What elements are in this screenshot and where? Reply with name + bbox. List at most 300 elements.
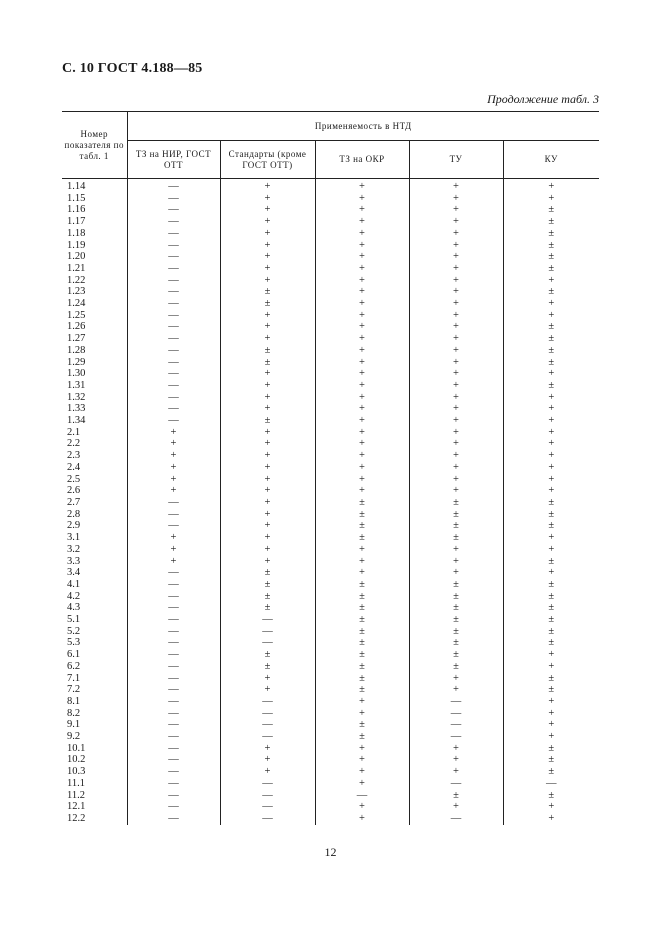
applicability-cell: —: [127, 719, 220, 731]
table-row: [62, 345, 599, 357]
applicability-cell: +: [220, 474, 315, 486]
applicability-cell: ±: [220, 345, 315, 357]
applicability-cell: —: [127, 509, 220, 521]
table-row: [62, 380, 599, 392]
applicability-cell: +: [315, 251, 409, 263]
applicability-cell: +: [503, 485, 599, 497]
applicability-cell: +: [220, 193, 315, 205]
applicability-cell: +: [220, 228, 315, 240]
applicability-cell: +: [409, 403, 503, 415]
table-row: [62, 696, 599, 708]
row-number-cell: 1.22: [62, 275, 127, 287]
applicability-cell: —: [127, 403, 220, 415]
row-number-cell: 9.1: [62, 719, 127, 731]
applicability-cell: —: [127, 591, 220, 603]
table-row: [62, 520, 599, 532]
applicability-cell: —: [127, 637, 220, 649]
applicability-cell: +: [315, 204, 409, 216]
applicability-cell: +: [503, 310, 599, 322]
applicability-cell: ±: [503, 263, 599, 275]
applicability-cell: —: [127, 193, 220, 205]
applicability-cell: ±: [220, 298, 315, 310]
row-number-cell: 1.33: [62, 403, 127, 415]
applicability-cell: ±: [409, 602, 503, 614]
table-header: [62, 112, 599, 179]
applicability-table: [62, 111, 599, 825]
row-number-cell: 5.1: [62, 614, 127, 626]
applicability-cell: +: [315, 179, 409, 193]
applicability-cell: +: [409, 415, 503, 427]
applicability-cell: ±: [503, 673, 599, 685]
applicability-cell: +: [220, 333, 315, 345]
applicability-cell: —: [220, 626, 315, 638]
row-number-cell: 10.1: [62, 743, 127, 755]
applicability-cell: ±: [315, 614, 409, 626]
row-number-cell: 2.4: [62, 462, 127, 474]
row-number-cell: 7.1: [62, 673, 127, 685]
applicability-cell: +: [409, 310, 503, 322]
row-number-cell: 2.8: [62, 509, 127, 521]
applicability-cell: —: [127, 661, 220, 673]
applicability-cell: +: [409, 321, 503, 333]
applicability-cell: +: [220, 310, 315, 322]
table-row: [62, 509, 599, 521]
row-number-cell: 4.1: [62, 579, 127, 591]
column-header-ku: КУ: [503, 141, 599, 179]
applicability-cell: ±: [220, 579, 315, 591]
applicability-cell: +: [315, 813, 409, 825]
applicability-cell: +: [409, 392, 503, 404]
applicability-cell: ±: [409, 497, 503, 509]
table-row: [62, 216, 599, 228]
applicability-cell: ±: [409, 626, 503, 638]
applicability-cell: +: [503, 298, 599, 310]
applicability-cell: —: [127, 333, 220, 345]
applicability-cell: —: [127, 614, 220, 626]
applicability-cell: ±: [503, 754, 599, 766]
row-number-cell: 2.7: [62, 497, 127, 509]
applicability-cell: —: [220, 708, 315, 720]
table-row: [62, 790, 599, 802]
applicability-cell: ±: [315, 591, 409, 603]
applicability-cell: —: [127, 392, 220, 404]
applicability-cell: +: [315, 743, 409, 755]
applicability-cell: ±: [409, 790, 503, 802]
applicability-cell: +: [409, 743, 503, 755]
applicability-cell: ±: [315, 626, 409, 638]
applicability-cell: +: [127, 556, 220, 568]
applicability-cell: ±: [503, 228, 599, 240]
row-number-cell: 11.1: [62, 778, 127, 790]
table-row: [62, 778, 599, 790]
applicability-cell: ±: [503, 204, 599, 216]
page-header-title: С. 10 ГОСТ 4.188—85: [62, 61, 203, 76]
applicability-cell: +: [409, 544, 503, 556]
column-header-tu: ТУ: [409, 141, 503, 179]
applicability-cell: —: [127, 602, 220, 614]
table-row: [62, 708, 599, 720]
applicability-cell: +: [220, 532, 315, 544]
applicability-cell: +: [127, 438, 220, 450]
row-number-cell: 5.2: [62, 626, 127, 638]
applicability-cell: ±: [315, 579, 409, 591]
applicability-cell: ±: [315, 520, 409, 532]
applicability-cell: —: [127, 179, 220, 193]
table-row: [62, 286, 599, 298]
applicability-cell: +: [315, 357, 409, 369]
applicability-cell: +: [503, 275, 599, 287]
applicability-cell: —: [127, 204, 220, 216]
applicability-cell: +: [503, 567, 599, 579]
applicability-cell: +: [127, 450, 220, 462]
table-row: [62, 567, 599, 579]
applicability-cell: —: [127, 684, 220, 696]
applicability-cell: +: [315, 567, 409, 579]
applicability-cell: +: [220, 392, 315, 404]
applicability-cell: +: [220, 380, 315, 392]
applicability-cell: +: [315, 708, 409, 720]
applicability-cell: ±: [409, 579, 503, 591]
row-number-cell: 7.2: [62, 684, 127, 696]
applicability-cell: +: [315, 450, 409, 462]
applicability-cell: +: [409, 450, 503, 462]
applicability-cell: —: [127, 579, 220, 591]
table-row: [62, 392, 599, 404]
applicability-cell: —: [127, 216, 220, 228]
applicability-cell: —: [127, 310, 220, 322]
applicability-cell: +: [409, 684, 503, 696]
row-number-cell: 1.18: [62, 228, 127, 240]
applicability-cell: +: [409, 462, 503, 474]
row-number-cell: 1.20: [62, 251, 127, 263]
applicability-cell: +: [220, 520, 315, 532]
applicability-cell: —: [127, 368, 220, 380]
applicability-cell: ±: [503, 556, 599, 568]
table-row: [62, 556, 599, 568]
row-number-cell: 6.2: [62, 661, 127, 673]
applicability-cell: —: [127, 520, 220, 532]
applicability-cell: +: [503, 392, 599, 404]
applicability-cell: —: [127, 357, 220, 369]
row-number-cell: 1.34: [62, 415, 127, 427]
row-number-cell: 1.25: [62, 310, 127, 322]
table-row: [62, 403, 599, 415]
applicability-cell: —: [409, 696, 503, 708]
table-row: [62, 204, 599, 216]
applicability-cell: +: [220, 743, 315, 755]
applicability-cell: +: [409, 427, 503, 439]
applicability-cell: ±: [315, 649, 409, 661]
applicability-cell: ±: [503, 637, 599, 649]
applicability-cell: +: [220, 684, 315, 696]
applicability-cell: +: [409, 474, 503, 486]
applicability-cell: +: [503, 450, 599, 462]
row-number-cell: 1.30: [62, 368, 127, 380]
applicability-cell: +: [503, 708, 599, 720]
applicability-cell: +: [220, 263, 315, 275]
applicability-cell: +: [220, 204, 315, 216]
table-row: [62, 801, 599, 813]
applicability-cell: ±: [503, 591, 599, 603]
applicability-cell: +: [315, 438, 409, 450]
applicability-cell: +: [503, 427, 599, 439]
applicability-cell: +: [315, 286, 409, 298]
table-row: [62, 275, 599, 287]
applicability-cell: +: [315, 485, 409, 497]
table-row: [62, 240, 599, 252]
applicability-cell: +: [127, 485, 220, 497]
applicability-cell: +: [409, 240, 503, 252]
applicability-cell: +: [315, 333, 409, 345]
applicability-cell: +: [315, 766, 409, 778]
applicability-cell: +: [127, 474, 220, 486]
applicability-cell: ±: [503, 579, 599, 591]
applicability-cell: ±: [220, 649, 315, 661]
applicability-cell: +: [220, 403, 315, 415]
table-row: [62, 368, 599, 380]
applicability-cell: —: [220, 637, 315, 649]
applicability-cell: +: [409, 228, 503, 240]
applicability-cell: +: [503, 415, 599, 427]
applicability-cell: +: [503, 801, 599, 813]
applicability-table-container: [62, 111, 599, 825]
applicability-cell: +: [503, 649, 599, 661]
applicability-cell: +: [409, 801, 503, 813]
applicability-cell: —: [409, 731, 503, 743]
row-number-cell: 12.1: [62, 801, 127, 813]
applicability-cell: —: [409, 778, 503, 790]
table-row: [62, 731, 599, 743]
applicability-cell: +: [409, 438, 503, 450]
applicability-cell: —: [220, 801, 315, 813]
applicability-cell: +: [503, 368, 599, 380]
applicability-cell: —: [127, 263, 220, 275]
applicability-cell: +: [409, 286, 503, 298]
row-number-header: Номер показателя по табл. 1: [62, 112, 127, 179]
table-row: [62, 673, 599, 685]
applicability-cell: —: [127, 743, 220, 755]
applicability-cell: —: [220, 790, 315, 802]
applicability-cell: ±: [409, 661, 503, 673]
row-number-cell: 10.2: [62, 754, 127, 766]
applicability-cell: +: [409, 556, 503, 568]
applicability-cell: +: [409, 251, 503, 263]
table-row: [62, 427, 599, 439]
applicability-cell: +: [220, 240, 315, 252]
applicability-cell: +: [315, 345, 409, 357]
applicability-cell: —: [315, 790, 409, 802]
applicability-cell: +: [409, 298, 503, 310]
applicability-cell: +: [315, 403, 409, 415]
applicability-cell: +: [220, 438, 315, 450]
applicability-cell: ±: [503, 743, 599, 755]
table-body: [62, 179, 599, 825]
applicability-cell: —: [127, 778, 220, 790]
applicability-cell: +: [220, 509, 315, 521]
applicability-cell: +: [315, 321, 409, 333]
applicability-cell: +: [315, 392, 409, 404]
applicability-cell: ±: [409, 614, 503, 626]
row-number-cell: 1.29: [62, 357, 127, 369]
row-number-cell: 2.1: [62, 427, 127, 439]
applicability-cell: +: [409, 485, 503, 497]
applicability-cell: ±: [409, 532, 503, 544]
applicability-cell: ±: [503, 684, 599, 696]
row-number-cell: 9.2: [62, 731, 127, 743]
applicability-cell: +: [127, 532, 220, 544]
table-row: [62, 579, 599, 591]
row-number-cell: 4.2: [62, 591, 127, 603]
applicability-cell: —: [127, 626, 220, 638]
applicability-cell: +: [503, 532, 599, 544]
applicability-group-header: Применяемость в НТД: [127, 112, 599, 141]
applicability-cell: +: [503, 813, 599, 825]
applicability-cell: +: [315, 263, 409, 275]
applicability-cell: —: [127, 731, 220, 743]
applicability-cell: ±: [315, 532, 409, 544]
applicability-cell: +: [503, 544, 599, 556]
applicability-cell: +: [503, 696, 599, 708]
row-number-cell: 3.1: [62, 532, 127, 544]
applicability-cell: ±: [503, 790, 599, 802]
applicability-cell: —: [409, 719, 503, 731]
table-continuation-note: Продолжение табл. 3: [487, 92, 599, 106]
applicability-cell: —: [127, 275, 220, 287]
applicability-cell: —: [503, 778, 599, 790]
table-row: [62, 415, 599, 427]
table-row: [62, 438, 599, 450]
table-row: [62, 497, 599, 509]
row-number-cell: 1.28: [62, 345, 127, 357]
applicability-cell: ±: [503, 497, 599, 509]
applicability-cell: +: [503, 661, 599, 673]
applicability-cell: ±: [503, 380, 599, 392]
table-row: [62, 321, 599, 333]
applicability-cell: ±: [220, 591, 315, 603]
row-number-cell: 1.19: [62, 240, 127, 252]
applicability-cell: ±: [220, 357, 315, 369]
applicability-cell: —: [127, 286, 220, 298]
applicability-cell: +: [315, 310, 409, 322]
table-row: [62, 544, 599, 556]
applicability-cell: +: [503, 193, 599, 205]
table-row: [62, 298, 599, 310]
applicability-cell: +: [127, 462, 220, 474]
applicability-cell: ±: [409, 509, 503, 521]
applicability-cell: —: [127, 708, 220, 720]
applicability-cell: +: [315, 556, 409, 568]
row-number-cell: 1.14: [62, 179, 127, 193]
applicability-cell: +: [220, 485, 315, 497]
applicability-cell: ±: [220, 602, 315, 614]
table-row: [62, 626, 599, 638]
table-row: [62, 532, 599, 544]
applicability-cell: ±: [503, 286, 599, 298]
applicability-cell: +: [315, 298, 409, 310]
applicability-cell: +: [315, 275, 409, 287]
applicability-cell: —: [127, 673, 220, 685]
applicability-cell: +: [409, 567, 503, 579]
table-row: [62, 310, 599, 322]
applicability-cell: +: [409, 333, 503, 345]
applicability-cell: ±: [315, 731, 409, 743]
applicability-cell: +: [409, 673, 503, 685]
applicability-cell: ±: [315, 637, 409, 649]
row-number-cell: 2.3: [62, 450, 127, 462]
applicability-cell: ±: [220, 415, 315, 427]
row-number-cell: 1.24: [62, 298, 127, 310]
applicability-cell: ±: [220, 567, 315, 579]
applicability-cell: +: [409, 345, 503, 357]
applicability-cell: ±: [409, 649, 503, 661]
applicability-cell: +: [220, 216, 315, 228]
page-number: 12: [324, 845, 337, 859]
applicability-cell: —: [127, 345, 220, 357]
table-row: [62, 649, 599, 661]
table-row: [62, 719, 599, 731]
applicability-cell: —: [220, 696, 315, 708]
table-row: [62, 179, 599, 193]
applicability-cell: —: [127, 497, 220, 509]
applicability-cell: ±: [220, 661, 315, 673]
table-row: [62, 813, 599, 825]
applicability-cell: ±: [503, 251, 599, 263]
applicability-cell: +: [315, 228, 409, 240]
applicability-cell: +: [220, 427, 315, 439]
applicability-cell: +: [220, 179, 315, 193]
applicability-cell: —: [127, 813, 220, 825]
applicability-cell: —: [127, 567, 220, 579]
table-row: [62, 333, 599, 345]
table-row: [62, 474, 599, 486]
row-number-cell: 1.15: [62, 193, 127, 205]
applicability-cell: —: [220, 778, 315, 790]
table-row: [62, 614, 599, 626]
applicability-cell: +: [503, 179, 599, 193]
applicability-cell: ±: [503, 357, 599, 369]
applicability-cell: +: [409, 204, 503, 216]
applicability-cell: +: [220, 766, 315, 778]
applicability-cell: +: [409, 275, 503, 287]
applicability-cell: +: [315, 380, 409, 392]
applicability-cell: +: [127, 544, 220, 556]
applicability-cell: +: [220, 556, 315, 568]
applicability-cell: ±: [503, 614, 599, 626]
table-row: [62, 766, 599, 778]
column-header-tz-nir: ТЗ на НИР, ГОСТ ОТТ: [127, 141, 220, 179]
applicability-cell: —: [127, 415, 220, 427]
row-number-cell: 1.32: [62, 392, 127, 404]
applicability-cell: +: [409, 216, 503, 228]
table-row: [62, 263, 599, 275]
applicability-cell: +: [409, 766, 503, 778]
applicability-cell: +: [220, 321, 315, 333]
applicability-cell: ±: [409, 637, 503, 649]
applicability-cell: +: [315, 544, 409, 556]
applicability-cell: +: [409, 357, 503, 369]
applicability-cell: —: [127, 240, 220, 252]
applicability-cell: +: [315, 696, 409, 708]
applicability-cell: ±: [220, 286, 315, 298]
table-row: [62, 450, 599, 462]
applicability-cell: +: [409, 754, 503, 766]
applicability-cell: ±: [503, 509, 599, 521]
applicability-cell: +: [220, 450, 315, 462]
applicability-cell: +: [315, 216, 409, 228]
column-header-tz-okr: ТЗ на ОКР: [315, 141, 409, 179]
row-number-cell: 1.23: [62, 286, 127, 298]
applicability-cell: ±: [503, 602, 599, 614]
